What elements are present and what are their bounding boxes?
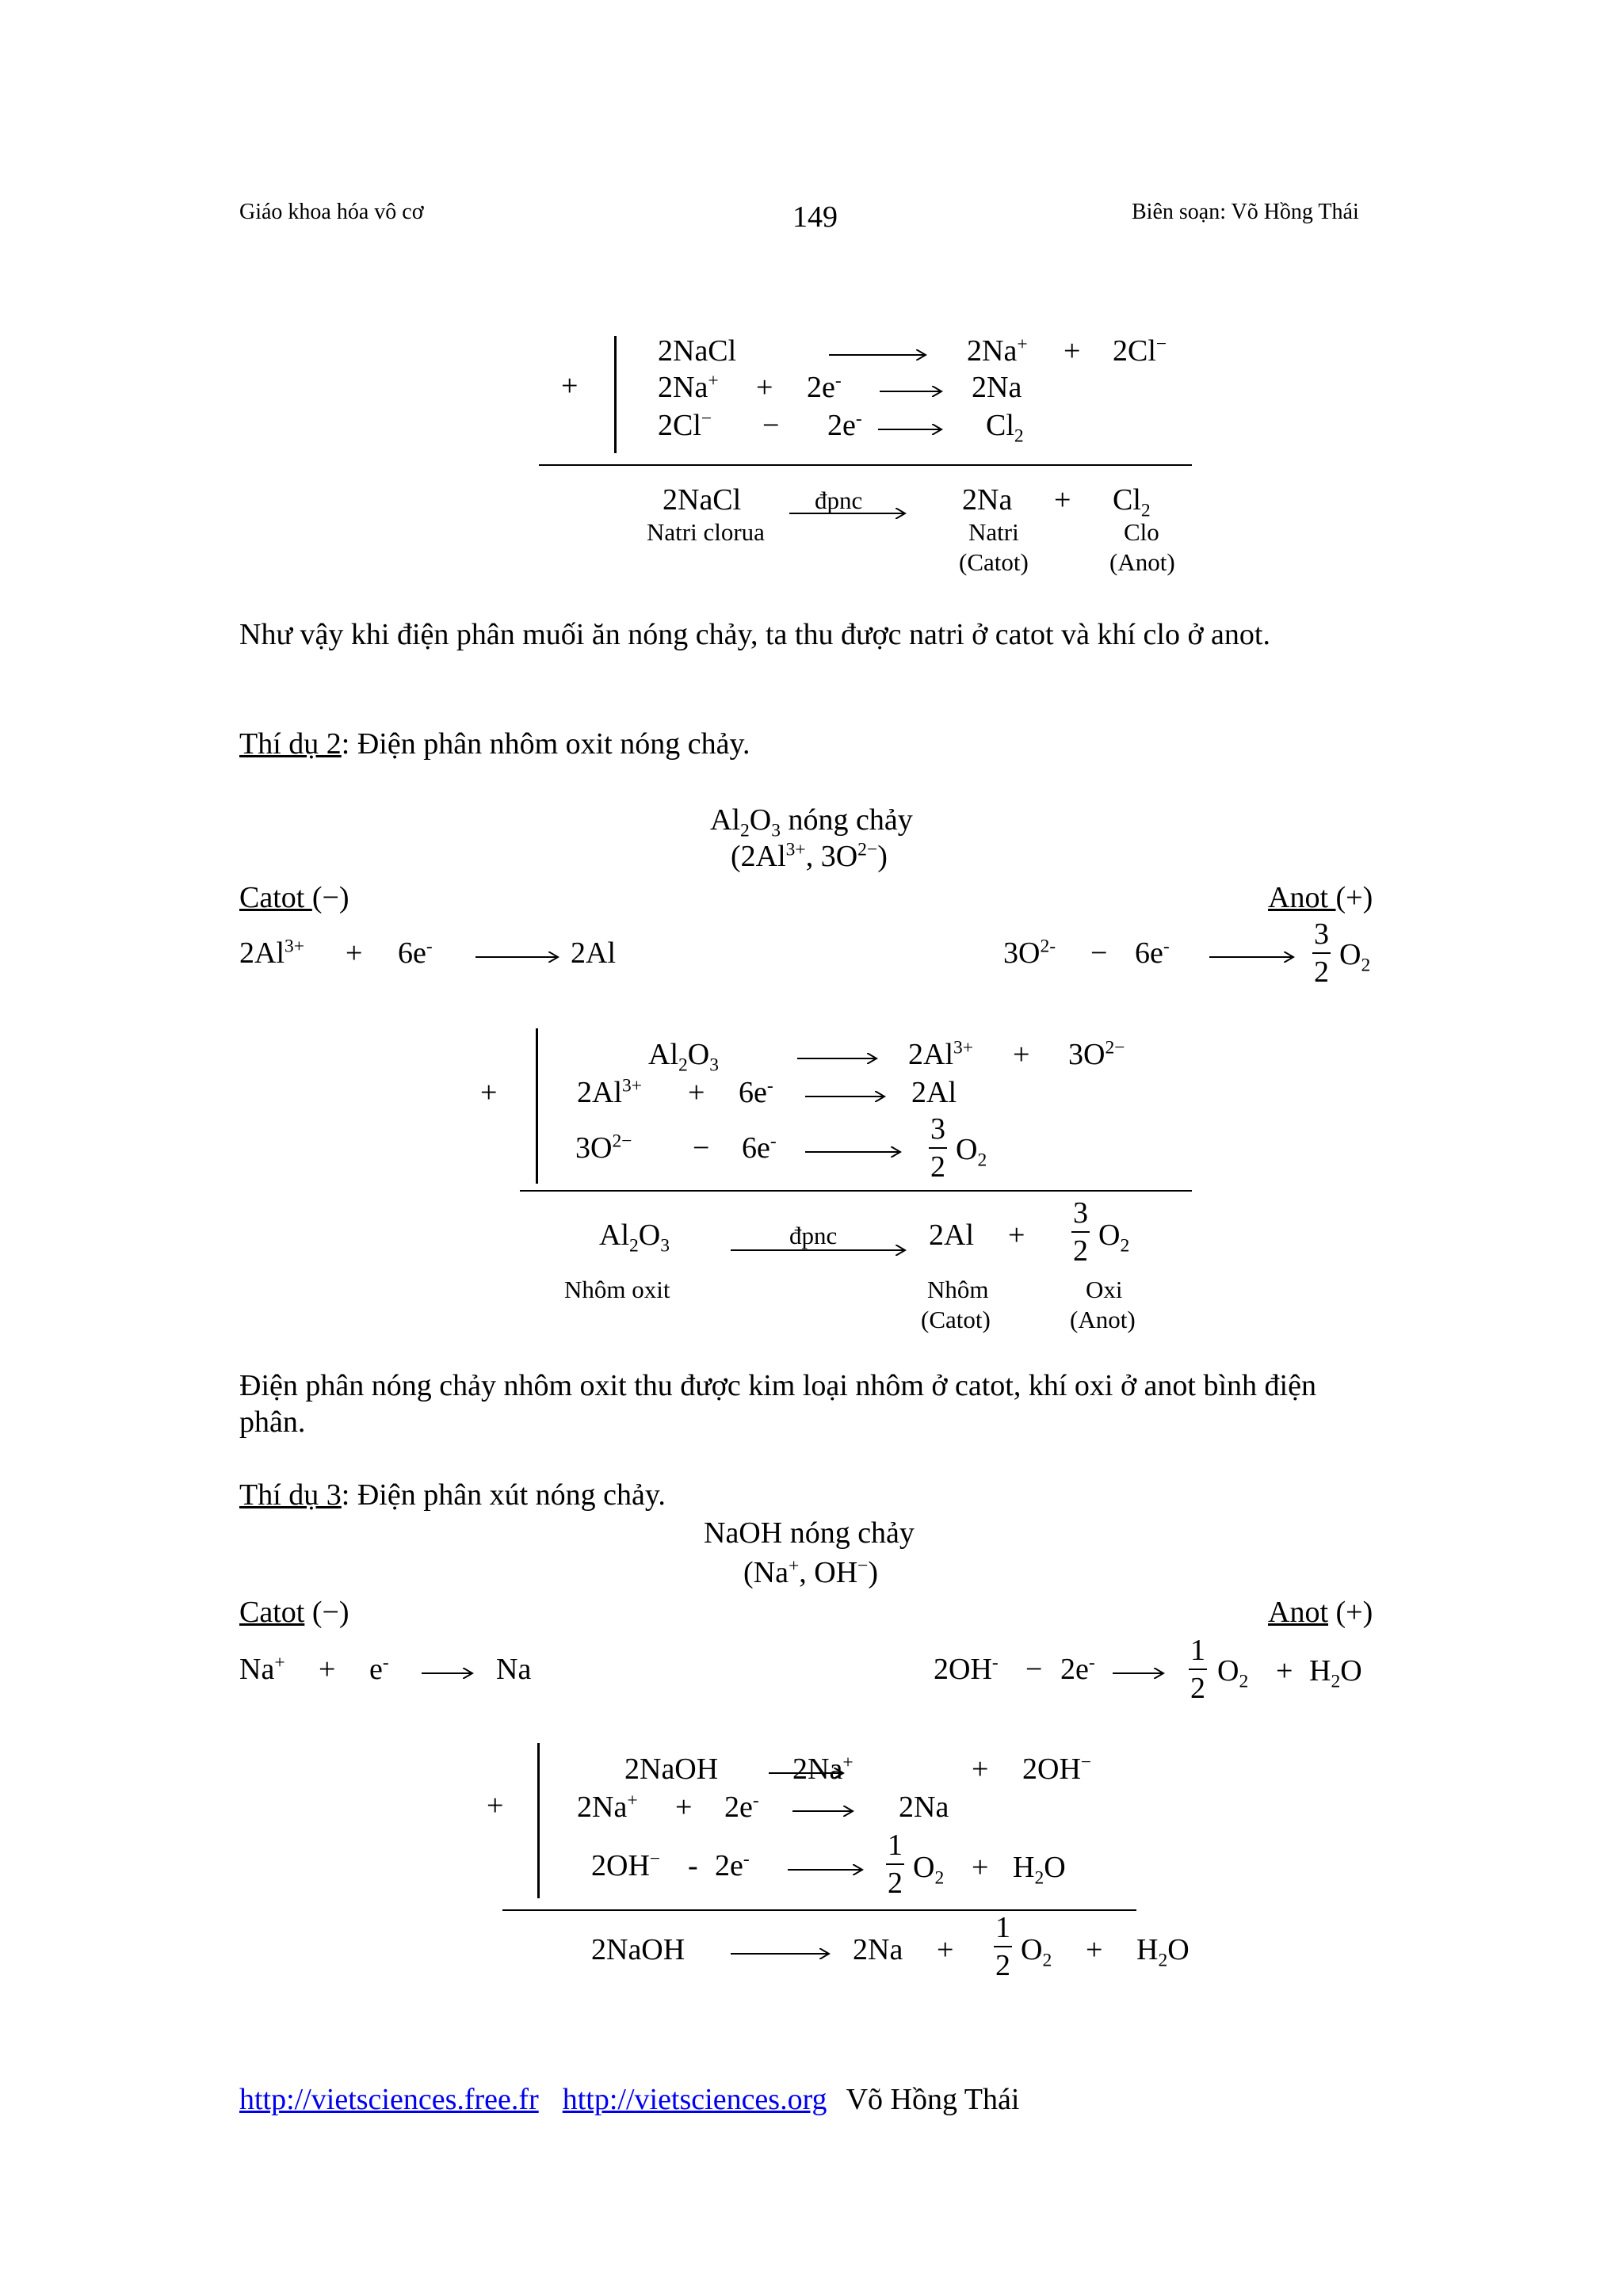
name-label: Nhôm — [927, 1276, 989, 1303]
melt-ions: (Na+, OH−) — [743, 1555, 879, 1589]
al2o3-sum-left: $Al_2O_3$ — [599, 1219, 670, 1257]
anode-product: $O_2$ — [1217, 1654, 1249, 1692]
name-label: Nhôm oxit — [564, 1276, 670, 1303]
nacl-sum-product: $Cl_2$ — [1113, 483, 1151, 521]
arrow-icon — [804, 1085, 888, 1108]
fraction: $\frac{1}{2}$ — [995, 1911, 1010, 1982]
anot-label: Anot (+) — [1268, 881, 1373, 914]
nacl-r3-left: 2Cl− — [658, 408, 712, 442]
plus-sign: + — [319, 1653, 336, 1686]
anode-reaction: $3O^{2-}$ — [1003, 936, 1056, 970]
electron: 6e- — [1135, 936, 1170, 970]
plus-sign: + — [972, 1851, 989, 1884]
minus-sign: − — [1090, 936, 1108, 970]
sum-line — [539, 464, 1192, 466]
example-3-heading: Thí dụ 3: Điện phân xút nóng chảy. — [239, 1478, 666, 1512]
footer-link-free-fr[interactable]: http://vietsciences.free.fr — [239, 2083, 539, 2116]
anode-product: $H_2O$ — [1309, 1654, 1362, 1692]
melt-ions: ($2Al^{3+}$, $3O^{2-}$) — [731, 839, 888, 873]
naoh-r3-left: 2OH− — [591, 1848, 661, 1882]
electrode-label: (Catot) — [959, 548, 1029, 576]
al2o3-sum-product: 2Al — [929, 1219, 974, 1252]
plus-sign: + — [937, 1933, 954, 1966]
nacl-r1-left: 2NaCl — [658, 334, 737, 368]
electron: 6e- — [398, 936, 433, 970]
catot-label: Catot (−) — [239, 1596, 349, 1629]
arrow-icon — [1111, 1662, 1167, 1684]
naoh-r3-product: $O_2$ — [913, 1851, 945, 1889]
al2o3-r2-left: $2Al^{3+}$ — [577, 1075, 643, 1109]
arrow-icon — [876, 418, 945, 441]
plus-sign: + — [346, 936, 363, 970]
footer-author: Võ Hồng Thái — [846, 2083, 1020, 2116]
melt-formula: NaOH nóng chảy — [704, 1516, 915, 1550]
arrow-icon — [729, 1943, 832, 1965]
plus-sign: + — [1064, 334, 1081, 368]
arrow-icon — [788, 502, 908, 524]
example-2-heading: Thí dụ 2: Điện phân nhôm oxit nóng chảy. — [239, 727, 750, 761]
bracket-bar — [614, 336, 617, 453]
electron: 6e- — [742, 1131, 777, 1165]
naoh-r1-left: 2NaOH — [624, 1753, 719, 1786]
bracket-bar — [537, 1743, 540, 1898]
minus-sign: − — [1025, 1653, 1043, 1686]
electrode-label: (Anot) — [1109, 548, 1175, 576]
al2o3-r3-right: $O_2$ — [956, 1133, 987, 1171]
cathode-product: 2Al — [571, 936, 616, 970]
arrow-icon — [786, 1859, 865, 1881]
cathode-reaction: $2Al^{3+}$ — [239, 936, 305, 970]
fraction: $\frac{1}{2}$ — [888, 1829, 903, 1900]
plus-sign: + — [688, 1076, 705, 1109]
plus-sign: + — [487, 1789, 504, 1822]
minus-sign: - — [688, 1849, 698, 1882]
al2o3-r1-left: $Al_2O_3$ — [648, 1038, 720, 1076]
al2o3-r2-right: 2Al — [911, 1076, 957, 1109]
naoh-sum-product: 2Na — [853, 1933, 903, 1966]
plus-sign: + — [480, 1076, 498, 1109]
anot-label: Anot (+) — [1268, 1596, 1373, 1629]
plus-sign: + — [1086, 1933, 1103, 1966]
naoh-r1-product: 2Na+ — [792, 1752, 854, 1786]
bracket-bar — [536, 1028, 538, 1184]
plus-sign: + — [1008, 1219, 1025, 1252]
naoh-r2-left: 2Na+ — [577, 1790, 638, 1824]
electron: 2e- — [724, 1790, 759, 1824]
header-right: Biên soạn: Võ Hồng Thái — [1132, 200, 1359, 224]
fraction: $\frac{3}{2}$ — [1314, 917, 1329, 989]
nacl-r2-right: 2Na — [972, 371, 1022, 404]
example-label: Thí dụ 2 — [239, 727, 342, 761]
example-label: Thí dụ 3 — [239, 1478, 342, 1512]
plus-sign: + — [756, 371, 773, 404]
al2o3-r1-product: $2Al^{3+}$ — [908, 1037, 974, 1071]
anode-product: $O_2$ — [1339, 938, 1371, 976]
minus-sign: − — [693, 1131, 710, 1165]
paragraph: Như vậy khi điện phân muối ăn nóng chảy, ta thu được natri ở catot và khí clo ở anot. — [239, 618, 1270, 651]
nacl-r2-left: 2Na+ — [658, 370, 719, 404]
naoh-r3-product: $H_2O$ — [1013, 1851, 1066, 1889]
fraction: $\frac{3}{2}$ — [1073, 1196, 1088, 1268]
arrow-icon — [474, 946, 561, 968]
electron: 6e- — [739, 1075, 773, 1109]
name-label: Natri — [968, 518, 1019, 546]
plus-sign: + — [561, 369, 579, 402]
al2o3-r1-product: $3O^{2-}$ — [1068, 1037, 1125, 1071]
name-label: Clo — [1124, 518, 1159, 546]
minus-sign: − — [762, 409, 780, 442]
arrow-icon — [796, 1047, 880, 1070]
fraction: $\frac{1}{2}$ — [1190, 1634, 1205, 1705]
sum-line — [502, 1909, 1136, 1911]
al2o3-r3-left: $3O^{2-}$ — [575, 1131, 632, 1165]
fraction: $\frac{3}{2}$ — [930, 1112, 945, 1184]
name-label: Natri clorua — [647, 518, 765, 546]
nacl-sum-left: 2NaCl — [663, 483, 742, 517]
arrow-icon — [729, 1239, 908, 1261]
header-left: Giáo khoa hóa vô cơ — [239, 200, 424, 224]
plus-sign: + — [972, 1753, 989, 1786]
nacl-r1-product: 2Cl− — [1113, 334, 1167, 368]
arrow-icon — [827, 344, 929, 366]
cathode-product: Na — [496, 1653, 532, 1686]
electron: 2e- — [1060, 1652, 1095, 1686]
arrow-icon — [1208, 946, 1296, 968]
nacl-r3-right: $Cl_2$ — [986, 409, 1024, 447]
footer-link-org[interactable]: http://vietsciences.org — [562, 2083, 827, 2116]
paragraph: Điện phân nóng chảy nhôm oxit thu được kim loại nhôm ở catot, khí oxi ở anot bình điện — [239, 1369, 1316, 1402]
nacl-r1-product: 2Na+ — [967, 334, 1028, 368]
electrode-label: (Anot) — [1070, 1306, 1136, 1333]
name-label: Oxi — [1086, 1276, 1123, 1303]
electron: e- — [369, 1652, 389, 1686]
arrow-icon — [804, 1141, 903, 1163]
electron: 2e- — [827, 408, 862, 442]
electron: 2e- — [715, 1848, 750, 1882]
plus-sign: + — [1054, 483, 1071, 517]
paragraph: phân. — [239, 1405, 306, 1439]
naoh-sum-product: $H_2O$ — [1136, 1933, 1190, 1971]
sum-line — [520, 1190, 1192, 1192]
arrow-icon — [791, 1800, 856, 1822]
arrow-icon — [420, 1662, 475, 1684]
nacl-sum-product: 2Na — [962, 483, 1013, 517]
plus-sign: + — [675, 1791, 693, 1824]
page-number: 149 — [792, 200, 838, 234]
footer — [239, 2082, 1019, 2117]
anode-reaction: 2OH- — [934, 1652, 999, 1686]
arrow-label: đpnc — [789, 1222, 838, 1249]
naoh-r2-right: 2Na — [899, 1791, 949, 1824]
arrow-icon — [878, 380, 945, 402]
melt-formula: $Al_2O_3$ nóng chảy — [710, 803, 913, 841]
naoh-sum-product: $O_2$ — [1021, 1933, 1052, 1971]
al2o3-sum-product: $O_2$ — [1098, 1219, 1130, 1257]
plus-sign: + — [1013, 1038, 1030, 1071]
plus-sign: + — [1276, 1654, 1293, 1688]
electrode-label: (Catot) — [921, 1306, 991, 1333]
naoh-r1-product: 2OH− — [1022, 1752, 1092, 1786]
arrow-label: đpnc — [815, 486, 863, 514]
catot-label: Catot (−) — [239, 881, 349, 914]
naoh-sum-left: 2NaOH — [591, 1933, 685, 1966]
cathode-reaction: Na+ — [239, 1652, 285, 1686]
electron: 2e- — [807, 370, 842, 404]
